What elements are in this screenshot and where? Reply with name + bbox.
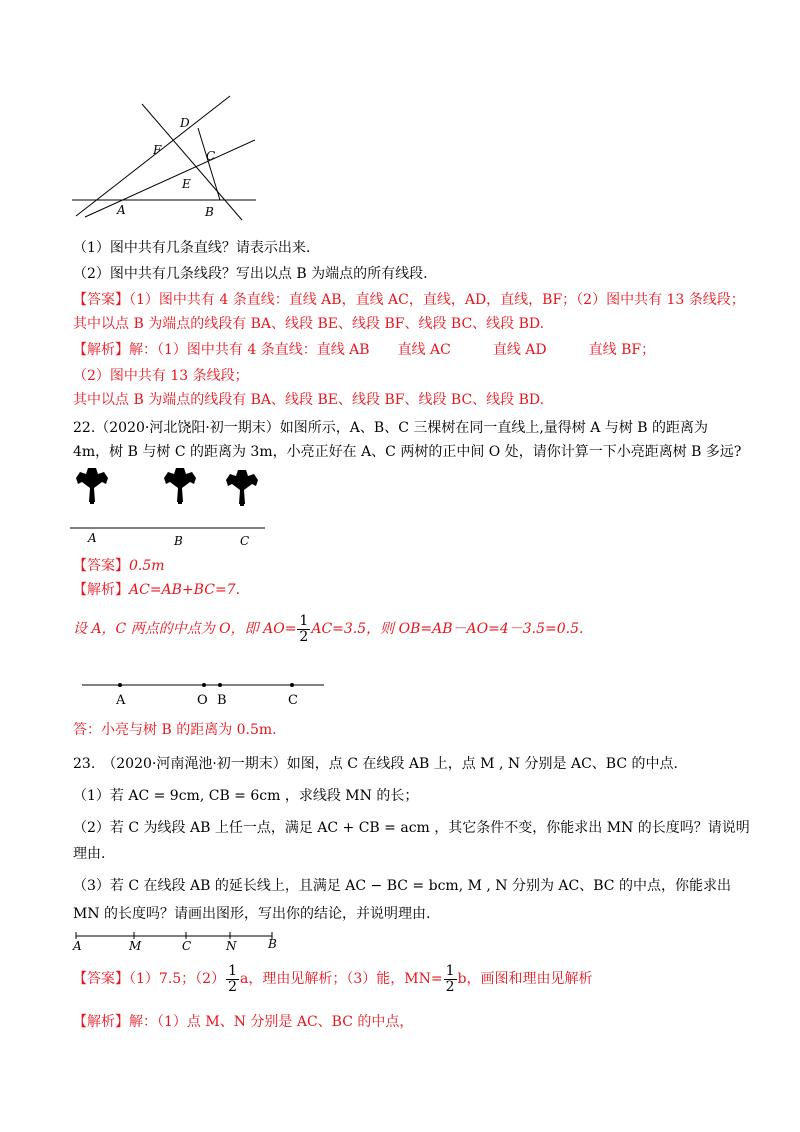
nl-label-c: C — [288, 693, 298, 708]
seg-label-b: B — [268, 937, 277, 951]
analysis-text-b: AC=3.5，则 OB=AB－AO=4－3.5=0.5. — [311, 621, 584, 637]
tree-label-c: C — [240, 534, 250, 548]
frac-den: 2 — [445, 978, 455, 995]
answer-text-a: （1）7.5；（2） — [129, 971, 226, 987]
q21-analysis-2: （2）图中共有 13 条线段； — [73, 368, 249, 384]
q21-part2: （2）图中共有几条线段？写出以点 B 为端点的所有线段. — [73, 266, 428, 282]
frac-den: 2 — [299, 628, 309, 645]
q21-answer-cont: 其中以点 B 为端点的线段有 BA、线段 BE、线段 BF、线段 BC、线段 BD. — [73, 316, 545, 332]
analysis-text: AC=AB+BC=7. — [129, 582, 241, 598]
q23-part3-cont: MN 的长度吗？请画出图形，写出你的结论，并说明理由. — [73, 906, 431, 922]
q23-answer — [73, 962, 592, 996]
frac-num: 1 — [445, 962, 455, 979]
answer-tag: 【答案】 — [73, 558, 129, 574]
nl-label-a: A — [116, 693, 126, 708]
q23-part1: （1）若 AC = 9cm, CB = 6cm ，求线段 MN 的长； — [73, 788, 419, 804]
tree-label-a: A — [88, 531, 97, 545]
seg-label-n: N — [226, 939, 237, 953]
fraction-half — [444, 964, 457, 995]
tree-icon — [226, 470, 258, 506]
q22-analysis-2 — [73, 612, 583, 646]
analysis-text: 解：（1）点 M、N 分别是 AC、BC 的中点， — [129, 1014, 414, 1030]
q22-answer — [73, 556, 165, 576]
seg-label-a: A — [73, 939, 82, 953]
analysis-tag: 【解析】 — [73, 1014, 129, 1030]
label-d: D — [180, 116, 190, 130]
label-a: A — [117, 203, 126, 217]
q22-analysis — [73, 580, 240, 600]
frac-num: 1 — [228, 962, 238, 979]
q21-analysis — [73, 340, 655, 360]
answer-text: 0.5m — [129, 558, 165, 574]
answer-text: （1）图中共有 4 条直线：直线 AB，直线 AC，直线，AD，直线，BF；（2）图中共有 13 条线段； — [129, 292, 745, 308]
label-e: E — [182, 177, 191, 191]
q23-analysis — [73, 1012, 413, 1032]
q21-analysis-3: 其中以点 B 为端点的线段有 BA、线段 BE、线段 BF、线段 BC、线段 BD. — [73, 392, 545, 408]
answer-tag: 【答案】 — [73, 971, 129, 987]
lines-figure — [70, 92, 260, 222]
q23-line1: 23. （2020·河南渑池·初一期末）如图，点 C 在线段 AB 上，点 M , N 分别是 AC、BC 的中点. — [73, 756, 678, 772]
q22-line2: 4m，树 B 与树 C 的距离为 3m，小亮正好在 A、C 两树的正中间 O 处，请你计算一下小亮距离树 B 多远? — [73, 444, 742, 460]
tree-label-b: B — [174, 534, 183, 548]
q21-answer — [73, 290, 745, 310]
analysis-text: 解：（1）图中共有 4 条直线：直线 AB 直线 AC 直线 AD 直线 BF； — [129, 342, 656, 358]
line-bf — [142, 104, 242, 220]
analysis-text-a: 设 A，C 两点的中点为 O，即 AO= — [73, 621, 297, 637]
tree-icon — [164, 468, 196, 504]
seg-label-m: M — [129, 939, 142, 953]
frac-num: 1 — [299, 612, 309, 629]
seg-label-c: C — [182, 939, 192, 953]
q23-part3: （3）若 C 在线段 AB 的延长线上，且满足 AC − BC = bcm, M , N 分别为 AC、BC 的中点，你能求出 — [73, 878, 731, 894]
trees-figure — [70, 468, 270, 553]
q23-part2-cont: 理由. — [73, 846, 106, 862]
tree-icon — [76, 468, 108, 504]
analysis-tag: 【解析】 — [73, 582, 129, 598]
nl-label-o: O — [197, 693, 208, 708]
q21-part1: （1）图中共有几条直线？请表示出来. — [73, 240, 311, 256]
nl-label-b: B — [217, 693, 227, 708]
label-b: B — [205, 205, 214, 219]
frac-den: 2 — [228, 978, 238, 995]
answer-text-c: b，画图和理由见解析 — [457, 971, 593, 987]
answer-tag: 【答案】 — [73, 292, 129, 308]
fraction-half — [297, 614, 310, 645]
analysis-tag: 【解析】 — [73, 342, 129, 358]
label-c: C — [206, 149, 216, 163]
answer-text-b: a，理由见解析；（3）能，MN= — [240, 971, 443, 987]
q23-part2: （2）若 C 为线段 AB 上任一点，满足 AC + CB = acm ，其它条件不变，你能求出 MN 的长度吗？请说明 — [73, 820, 750, 836]
segment-figure — [72, 930, 292, 954]
number-line-figure — [80, 676, 330, 712]
q22-final: 答：小亮与树 B 的距离为 0.5m. — [73, 722, 277, 738]
label-f: F — [153, 143, 162, 157]
q22-line1: 22.（2020·河北饶阳·初一期末）如图所示，A、B、C 三棵树在同一直线上,量得树 A 与树 B 的距离为 — [73, 420, 709, 436]
fraction-half — [226, 964, 239, 995]
